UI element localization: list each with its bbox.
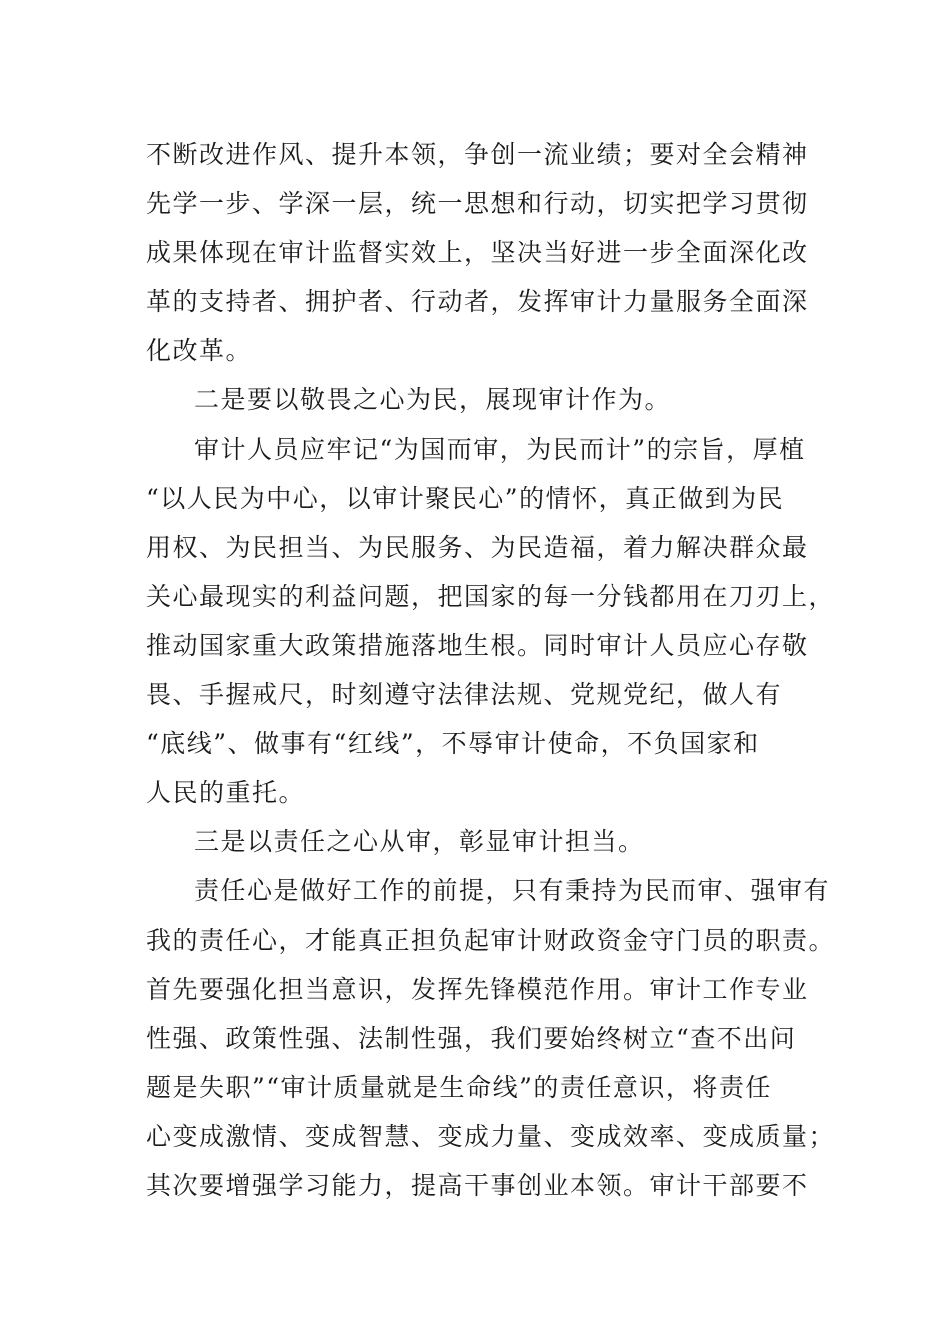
text-line: 三是以责任之心从审，彰显审计担当。: [194, 827, 645, 857]
text-line: 二是要以敬畏之心为民，展现审计作为。: [194, 385, 672, 415]
text-line: 审计人员应牢记“为国而审，为民而计”的宗旨，厚植: [194, 434, 806, 464]
document-body: [146, 130, 836, 1210]
text-line: 人民的重托。: [146, 778, 306, 808]
text-line: 推动国家重大政策措施落地生根。同时审计人员应心存敬: [146, 630, 809, 660]
text-line: 畏、手握戒尺，时刻遵守法律法规、党规党纪，做人有: [146, 680, 783, 710]
text-line: 成果体现在审计监督实效上，坚决当好进一步全面深化改: [146, 238, 809, 268]
text-line: 关心最现实的利益问题，把国家的每一分钱都用在刀刃上，: [146, 581, 836, 611]
text-line: 化改革。: [146, 336, 253, 366]
text-line: “以人民为中心，以审计聚民心”的情怀，真正做到为民: [146, 483, 785, 513]
text-line: 不断改进作风、提升本领，争创一流业绩；要对全会精神: [146, 140, 809, 169]
text-line: 先学一步、学深一层，统一思想和行动，切实把学习贯彻: [146, 189, 809, 219]
text-line: 责任心是做好工作的前提，只有秉持为民而审、强审有: [194, 876, 831, 906]
text-line: “底线”、做事有“红线”，不辱审计使命，不负国家和: [146, 729, 760, 759]
text-line: 性强、政策性强、法制性强，我们要始终树立“查不出问: [146, 1023, 797, 1053]
text-line: 用权、为民担当、为民服务、为民造福，着力解决群众最: [146, 532, 809, 562]
text-line: 首先要强化担当意识，发挥先锋模范作用。审计工作专业: [146, 974, 809, 1004]
text-line: 革的支持者、拥护者、行动者，发挥审计力量服务全面深: [146, 287, 809, 317]
text-line: 题是失职”“审计质量就是生命线”的责任意识，将责任: [146, 1072, 772, 1102]
text-line: 其次要增强学习能力，提高干事创业本领。审计干部要不: [146, 1170, 809, 1200]
text-line: 我的责任心，才能真正担负起审计财政资金守门员的职责。: [146, 925, 836, 955]
text-line: 心变成激情、变成智慧、变成力量、变成效率、变成质量；: [146, 1121, 836, 1151]
